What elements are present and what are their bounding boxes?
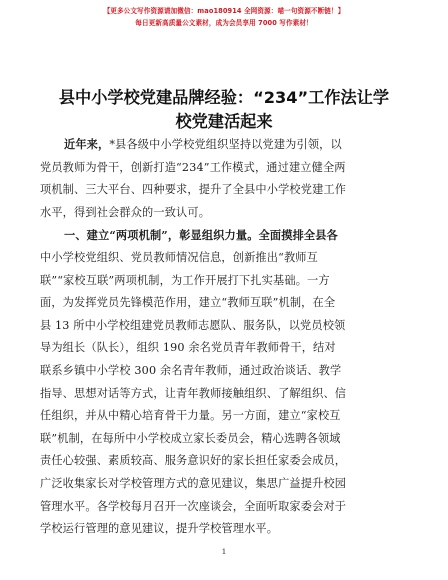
document-title <box>40 86 408 134</box>
paragraph-line: 联”“家校互联”两项机制，为工作开展打下扎实基础。一方 <box>40 273 330 287</box>
paragraph-line: 广泛收集家长对学校管理方式的意见建议，集思广益提升校园 <box>40 476 347 490</box>
paragraph-line: 县 13 所中小学校组建党员教师志愿队、服务队，以党员校领 <box>40 318 346 332</box>
paragraph-line: 联”机制，在每所中小学校成立家长委员会，精心选聘各领域 <box>40 431 341 445</box>
paragraph-line: 面，为发挥党员先锋模范作用，建立“教师互联”机制，在全 <box>40 296 336 310</box>
paragraph-line <box>40 133 414 157</box>
paragraph-line: 学校运行管理的意见建议，提升学校管理水平。 <box>40 522 279 536</box>
section-1-heading: 一、建立“两项机制”，彰显组织力量。全面摸排全县各 <box>64 228 338 243</box>
paragraph-line: 联系乡镇中小学校 300 余名青年教师，通过政治谈话、教学 <box>40 363 342 377</box>
paragraph-line: 责任心较强、素质较高、服务意识好的家长担任家委会成员， <box>40 454 347 468</box>
paragraph-line: 中小学校党组织、党员教师情况信息，创新推出“教师互 <box>40 250 318 264</box>
intro-line-1-rest: *县各级中小学校党组织坚持以党建为引领，以 <box>109 138 342 151</box>
paragraph-line: 指导、思想对话等方式，让青年教师接触组织、了解组织、信 <box>40 386 347 400</box>
paragraph-section-1 <box>40 224 414 540</box>
paragraph-intro <box>40 133 414 224</box>
document-body <box>40 133 414 541</box>
banner-line-2: 每日更新高质量公文素材，成为会员享用 7000 写作素材！ <box>135 19 313 27</box>
header-banner <box>0 6 448 29</box>
page-number: 1 <box>221 547 227 556</box>
paragraph-line: 项机制、三大平台、四种要求，提升了全县中小学校党建工作 <box>40 183 347 197</box>
banner-line-1: 【更多公文写作资源请加微信：mao180914 全网资源：喵一句资源不断链！】 <box>103 7 345 15</box>
title-line-2: 校党建活起来 <box>175 112 273 131</box>
intro-lead-bold: 近年来， <box>64 137 110 151</box>
paragraph-line: 管理水平。各学校每月召开一次座谈会，全面听取家委会对于 <box>40 499 347 513</box>
paragraph-line: 任组织，并从中精心培育骨干力量。另一方面，建立“家校互 <box>40 409 341 423</box>
title-line-1: 县中小学校党建品牌经验：“234”工作法让学 <box>58 88 390 107</box>
paragraph-line: 导为组长（队长），组织 190 余名党员青年教师骨干，结对 <box>40 341 336 355</box>
paragraph-line: 党员教师为骨干，创新打造“234”工作模式，通过建立健全两 <box>40 160 346 174</box>
paragraph-line: 水平，得到社会群众的一致认可。 <box>40 205 211 219</box>
